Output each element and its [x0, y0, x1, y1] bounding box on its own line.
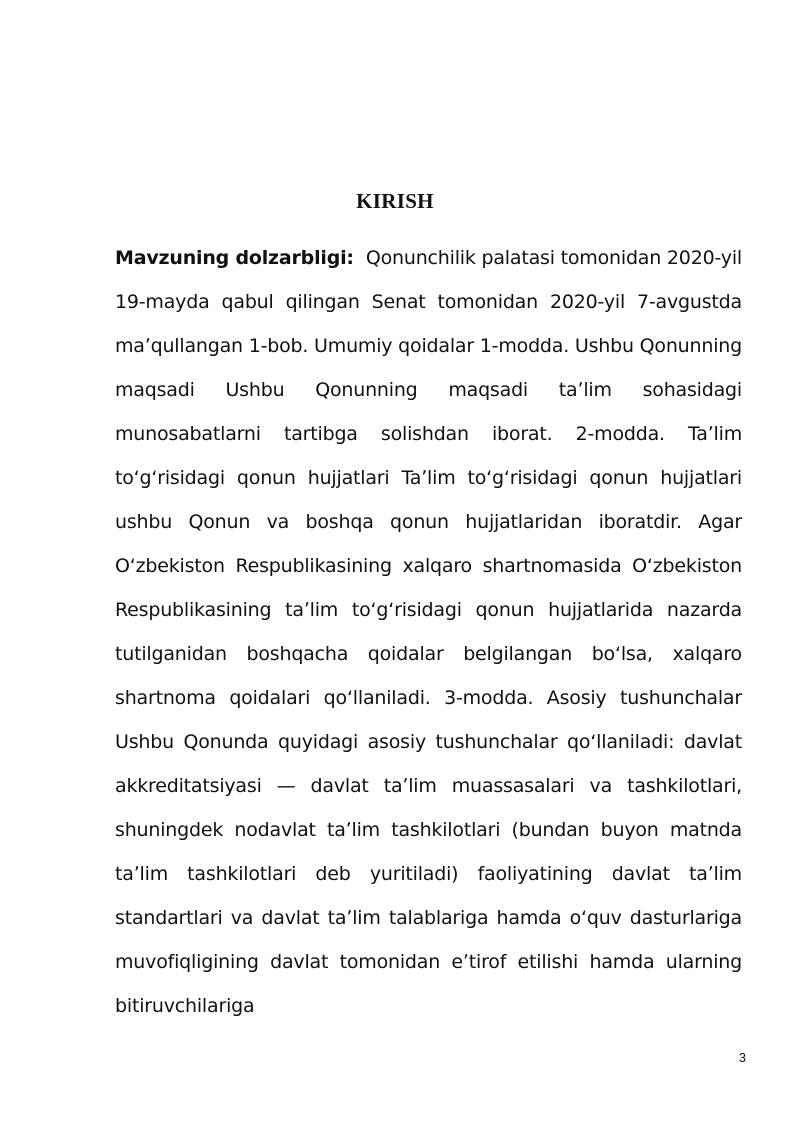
body-paragraph [115, 236, 742, 1028]
lead-label: Mavzuning dolzarbligi: [115, 247, 354, 269]
page-number: 3 [738, 1050, 746, 1065]
paragraph-text: Qonunchilik palatasi tomonidan 2020-yil 19-mayda qabul qilingan Senat tomonidan 2020-yil 7-avgustda maʼqullangan 1-bob. Umumiy qoidalar 1-modda. Ushbu Qonunning maqsadi Ushbu Qonunning maqsadi taʼlim sohasidagi munosabatlarni tartibga solishdan iborat. 2-modda. Taʼlim toʻgʻrisidagi qonun hujjatlari Taʼlim toʻgʻrisidagi qonun hujjatlari ushbu Qonun va boshqa qonun hujjatlaridan iboratdir. Agar Oʻzbekiston Respublikasining xalqaro shartnomasida Oʻzbekiston Respublikasining taʼlim toʻgʻrisidagi qonun hujjatlarida nazarda tutilganidan boshqacha qoidalar belgilangan boʻlsa, xalqaro shartnoma qoidalari qoʻllaniladi. 3-modda. Asosiy tushunchalar Ushbu Qonunda quyidagi asosiy tushunchalar qoʻllaniladi: davlat akkreditatsiyasi — davlat taʼlim muassasalari va tashkilotlari, shuningdek nodavlat taʼlim tashkilotlari (bundan buyon matnda taʼlim tashkilotlari deb yuritiladi) faoliyatining davlat taʼlim standartlari va davlat taʼlim talablariga hamda oʻquv dasturlariga muvofiqligining davlat tomonidan eʼtirof etilishi hamda ularning bitiruvchilariga [115, 247, 742, 1017]
section-heading: KIRISH [356, 189, 434, 213]
